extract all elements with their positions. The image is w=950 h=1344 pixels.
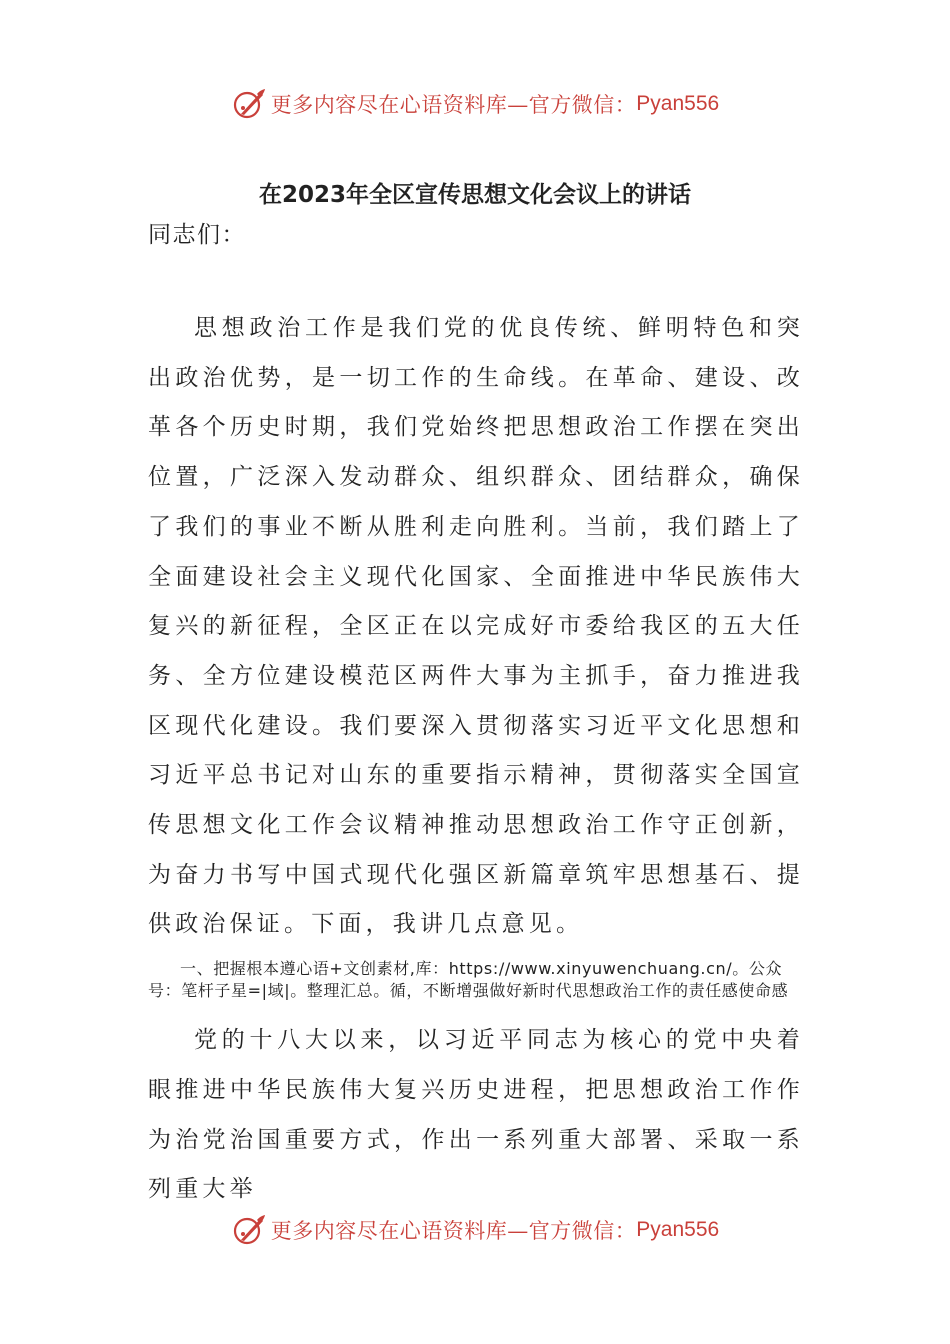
quill-pen-logo-icon — [231, 86, 267, 122]
banner-text: 更多内容尽在心语资料库—官方微信： — [270, 93, 637, 117]
banner-text: 更多内容尽在心语资料库—官方微信： — [270, 1219, 637, 1243]
greeting: 同志们： — [148, 222, 246, 248]
banner-wechat-id: Pyan556 — [636, 1218, 720, 1241]
quill-pen-logo-icon — [231, 1212, 267, 1248]
banner-wechat-id: Pyan556 — [636, 92, 720, 115]
paragraph-1: 思想政治工作是我们党的优良传统、鲜明特色和突出政治优势，是一切工作的生命线。在革命、建设、改革各个历史时期，我们党始终把思想政治工作摆在突出位置，广泛深入发动群众、组织群众、团结群众，确保了我们的事业不断从胜利走向胜利。当前，我们踏上了全面建设社会主义现代化国家、全面推进中华民族伟大复兴的新征程，全区正在以完成好市委给我区的五大任务、全方位建设模范区两件大事为主抓手，奋力推进我区现代化建设。我们要深入贯彻落实习近平文化思想和习近平总书记对山东的重要指示精神，贯彻落实全国宣传思想文化工作会议精神推动思想政治工作守正创新，为奋力书写中国式现代化强区新篇章筑牢思想基石、提供政治保证。下面，我讲几点意见。 — [148, 315, 804, 938]
section-heading-1: 一、把握根本遵心语+文创素材,库：https://www.xinyuwenchuang.cn/。公众号：笔杆子星=|域|。整理汇总。循，不断增强做好新时代思想政治工作的责任感使命感 — [148, 959, 789, 1001]
document-title: 在2023年全区宣传思想文化会议上的讲话 — [258, 182, 691, 208]
paragraph-2: 党的十八大以来，以习近平同志为核心的党中央着眼推进中华民族伟大复兴历史进程，把思想政治工作作为治党治国重要方式，作出一系列重大部署、采取一系列重大举 — [148, 1027, 804, 1203]
document-body — [148, 210, 804, 1215]
header-watermark-banner — [0, 84, 950, 124]
footer-watermark-banner — [0, 1210, 950, 1250]
